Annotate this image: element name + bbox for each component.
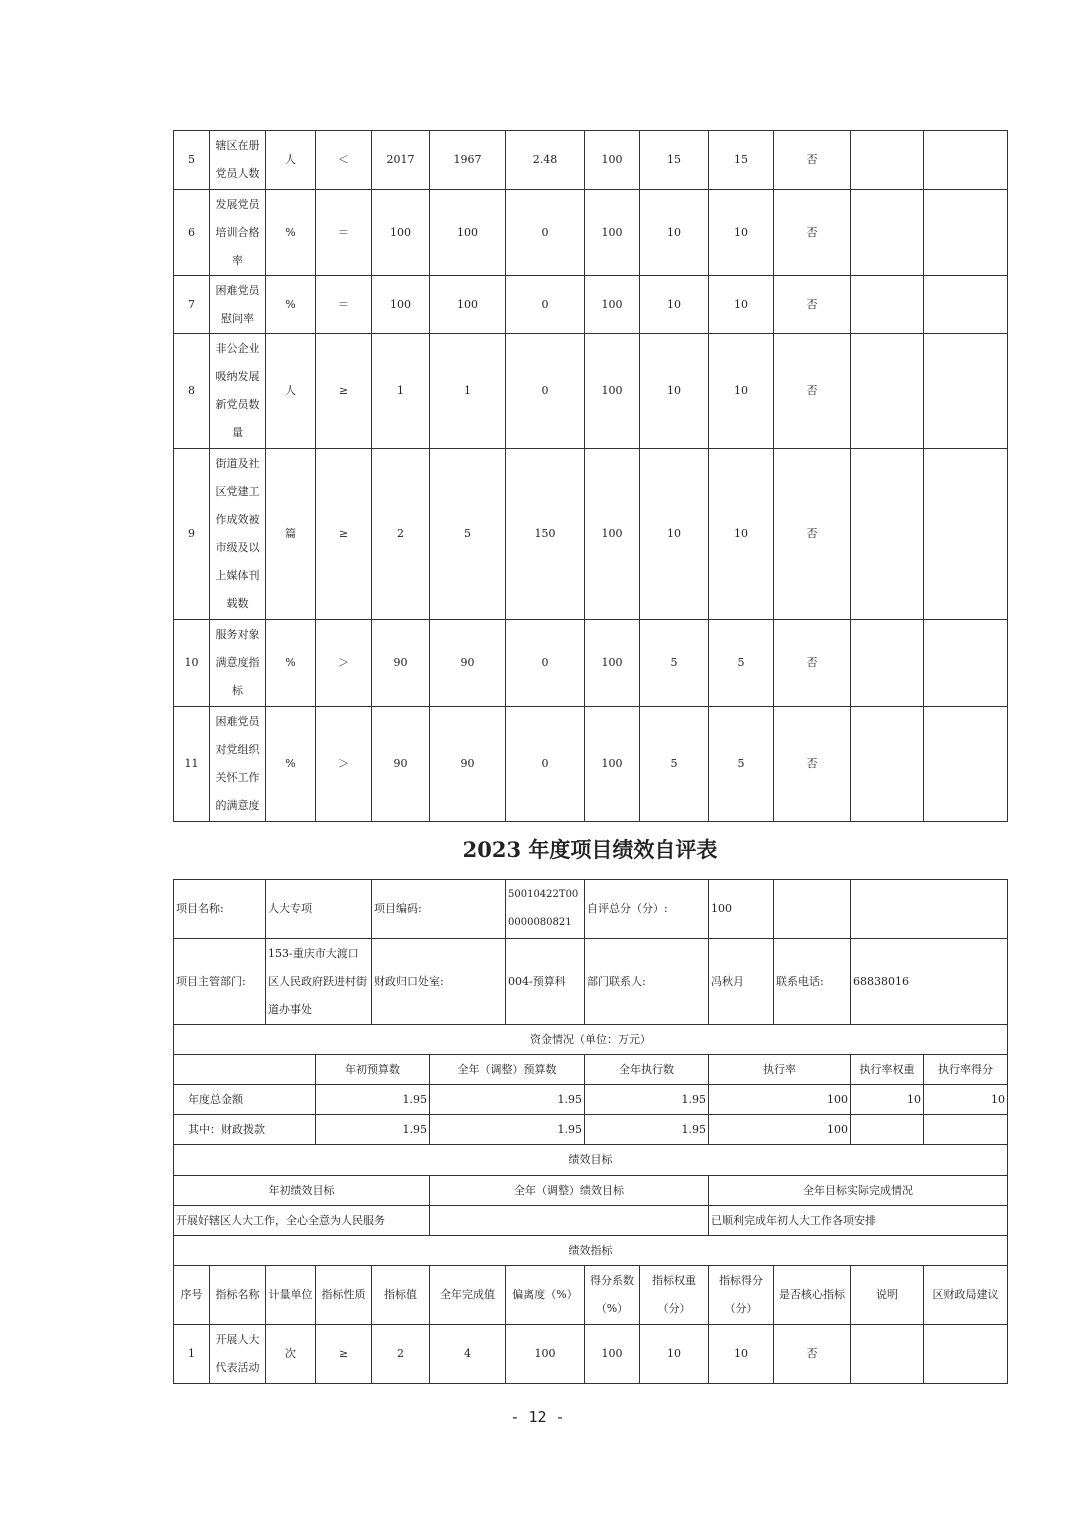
indicator-name: 辖区在册党员人数 (210, 131, 266, 190)
indicator-no: 8 (174, 334, 210, 449)
indicator-unit: 人 (266, 334, 316, 449)
funds-header-row (174, 1025, 1008, 1055)
indicator-no: 11 (174, 707, 210, 822)
funds-columns-row (174, 1055, 1008, 1085)
indicator-core: 否 (774, 276, 851, 334)
indicator-unit: 人 (266, 131, 316, 190)
indicator-suggestion (924, 190, 1008, 276)
indicator-actual: 1 (430, 334, 506, 449)
project-name-value: 人大专项 (266, 880, 372, 939)
indicator-deviation: 150 (506, 449, 585, 620)
funds-header: 资金情况（单位：万元） (174, 1025, 1008, 1055)
indicator-weight: 10 (640, 276, 709, 334)
indicator-name: 服务对象满意度指标 (210, 620, 266, 707)
funds-row-label: 年度总金额 (174, 1085, 316, 1115)
indicator-col-header: 指标名称 (210, 1266, 266, 1325)
funds-col-header: 执行率得分 (924, 1055, 1008, 1085)
indicator-coef: 100 (585, 276, 640, 334)
funds-value: 1.95 (430, 1115, 585, 1145)
upper-indicator-table (173, 130, 1008, 822)
total-score-value: 100 (709, 880, 774, 939)
funds-col-header: 全年执行数 (585, 1055, 709, 1085)
indicator-deviation: 0 (506, 276, 585, 334)
indicator-col-header: 序号 (174, 1266, 210, 1325)
goals-header: 绩效目标 (174, 1145, 1008, 1176)
indicator-note (851, 620, 924, 707)
funds-value (924, 1115, 1008, 1145)
indicator-name: 困难党员对党组织关怀工作的满意度 (210, 707, 266, 822)
indicator-coef: 100 (585, 190, 640, 276)
goals-col-header: 年初绩效目标 (174, 1176, 430, 1206)
indicator-name: 困难党员慰问率 (210, 276, 266, 334)
funds-col-header: 执行率 (709, 1055, 851, 1085)
indicator-note (851, 707, 924, 822)
indicator-unit: % (266, 707, 316, 822)
indicator-col-header: 指标值 (372, 1266, 430, 1325)
indicator-suggestion (924, 131, 1008, 190)
goals-header-row (174, 1145, 1008, 1176)
total-score-label: 自评总分（分）: (585, 880, 709, 939)
indicator-target: 90 (372, 707, 430, 822)
funds-value: 1.95 (316, 1115, 430, 1145)
initial-goal: 开展好辖区人大工作，全心全意为人民服务 (174, 1206, 430, 1236)
indicator-weight: 15 (640, 131, 709, 190)
indicator-score: 5 (709, 620, 774, 707)
indicator-col-header: 区财政局建议 (924, 1266, 1008, 1325)
department-value: 153-重庆市大渡口区人民政府跃进村街道办事处 (266, 939, 372, 1025)
indicator-unit: 篇 (266, 449, 316, 620)
indicator-note (851, 190, 924, 276)
actual-completion: 已顺利完成年初人大工作各项安排 (709, 1206, 1008, 1236)
indicator-deviation: 0 (506, 707, 585, 822)
funds-col-header: 全年（调整）预算数 (430, 1055, 585, 1085)
indicator-suggestion (924, 276, 1008, 334)
indicator-name: 发展党员培训合格率 (210, 190, 266, 276)
indicator-actual: 1967 (430, 131, 506, 190)
funds-value: 1.95 (585, 1115, 709, 1145)
indicator-score: 10 (709, 1325, 774, 1384)
indicator-score: 5 (709, 707, 774, 822)
indicator-score: 15 (709, 131, 774, 190)
contact-label: 部门联系人: (585, 939, 709, 1025)
indicator-col-header: 是否核心指标 (774, 1266, 851, 1325)
indicator-core: 否 (774, 131, 851, 190)
indicator-no: 1 (174, 1325, 210, 1384)
indicator-suggestion (924, 334, 1008, 449)
funds-row-label: 其中：财政拨款 (174, 1115, 316, 1145)
indicator-col-header: 计量单位 (266, 1266, 316, 1325)
indicator-row (174, 620, 1008, 707)
goals-col-header: 全年目标实际完成情况 (709, 1176, 1008, 1206)
indicator-target: 100 (372, 190, 430, 276)
funds-col-header: 年初预算数 (316, 1055, 430, 1085)
indicator-deviation: 0 (506, 334, 585, 449)
indicator-columns-row (174, 1266, 1008, 1325)
blank-cell (774, 880, 851, 939)
indicator-deviation: 2.48 (506, 131, 585, 190)
finance-office-label: 财政归口处室: (372, 939, 506, 1025)
department-info-row (174, 939, 1008, 1025)
indicator-score: 10 (709, 190, 774, 276)
indicator-score: 10 (709, 276, 774, 334)
indicator-core: 否 (774, 707, 851, 822)
phone-value: 68838016 (851, 939, 1008, 1025)
funds-value: 10 (851, 1085, 924, 1115)
indicator-col-header: 指标性质 (316, 1266, 372, 1325)
indicator-coef: 100 (585, 1325, 640, 1384)
indicator-weight: 5 (640, 707, 709, 822)
funds-value (851, 1115, 924, 1145)
indicator-suggestion (924, 620, 1008, 707)
indicator-row (174, 131, 1008, 190)
indicator-suggestion (924, 1325, 1008, 1384)
indicator-actual: 5 (430, 449, 506, 620)
indicator-note (851, 449, 924, 620)
indicator-coef: 100 (585, 449, 640, 620)
indicator-col-header: 指标权重（分） (640, 1266, 709, 1325)
indicators-header-row (174, 1236, 1008, 1266)
project-name-label: 项目名称: (174, 880, 266, 939)
indicator-nature: ≥ (316, 1325, 372, 1384)
funds-value: 10 (924, 1085, 1008, 1115)
indicator-col-header: 说明 (851, 1266, 924, 1325)
goals-col-header: 全年（调整）绩效目标 (430, 1176, 709, 1206)
indicator-no: 6 (174, 190, 210, 276)
indicator-target: 90 (372, 620, 430, 707)
goals-row (174, 1206, 1008, 1236)
indicator-coef: 100 (585, 620, 640, 707)
funds-value: 1.95 (316, 1085, 430, 1115)
indicator-core: 否 (774, 449, 851, 620)
indicator-row (174, 276, 1008, 334)
indicator-nature: ＝ (316, 190, 372, 276)
indicator-nature: ＞ (316, 620, 372, 707)
indicator-col-header: 全年完成值 (430, 1266, 506, 1325)
indicator-target: 2 (372, 1325, 430, 1384)
blank-cell (174, 1055, 316, 1085)
indicator-col-header: 指标得分（分） (709, 1266, 774, 1325)
indicator-note (851, 334, 924, 449)
performance-self-evaluation-form (173, 879, 1008, 1384)
page-number: - 12 - (510, 1408, 565, 1426)
indicator-deviation: 0 (506, 190, 585, 276)
project-info-row (174, 880, 1008, 939)
indicator-weight: 5 (640, 620, 709, 707)
blank-cell (851, 880, 1008, 939)
indicator-target: 1 (372, 334, 430, 449)
indicators-header: 绩效指标 (174, 1236, 1008, 1266)
indicator-actual: 100 (430, 190, 506, 276)
indicator-note (851, 131, 924, 190)
indicator-nature: ＞ (316, 707, 372, 822)
goals-columns-row (174, 1176, 1008, 1206)
indicator-note (851, 1325, 924, 1384)
indicator-no: 10 (174, 620, 210, 707)
indicator-suggestion (924, 449, 1008, 620)
indicator-core: 否 (774, 190, 851, 276)
indicator-nature: ≥ (316, 449, 372, 620)
indicator-no: 9 (174, 449, 210, 620)
indicator-score: 10 (709, 449, 774, 620)
indicator-deviation: 100 (506, 1325, 585, 1384)
indicator-target: 100 (372, 276, 430, 334)
indicator-actual: 4 (430, 1325, 506, 1384)
indicator-unit: 次 (266, 1325, 316, 1384)
indicator-row (174, 707, 1008, 822)
indicator-weight: 10 (640, 449, 709, 620)
adjusted-goal (430, 1206, 709, 1236)
indicator-actual: 100 (430, 276, 506, 334)
indicator-name: 非公企业吸纳发展新党员数量 (210, 334, 266, 449)
indicator-core: 否 (774, 620, 851, 707)
project-code-label: 项目编码: (372, 880, 506, 939)
indicator-no: 7 (174, 276, 210, 334)
indicator-row (174, 449, 1008, 620)
funds-value: 100 (709, 1115, 851, 1145)
funds-col-header: 执行率权重 (851, 1055, 924, 1085)
funds-value: 100 (709, 1085, 851, 1115)
indicator-no: 5 (174, 131, 210, 190)
indicator-unit: % (266, 620, 316, 707)
indicator-weight: 10 (640, 1325, 709, 1384)
form-title: 2023 年度项目绩效自评表 (462, 837, 718, 862)
finance-office-value: 004-预算科 (506, 939, 585, 1025)
indicator-actual: 90 (430, 707, 506, 822)
indicator-unit: % (266, 190, 316, 276)
indicator-weight: 10 (640, 334, 709, 449)
indicator-target: 2017 (372, 131, 430, 190)
indicator-row (174, 334, 1008, 449)
indicator-core: 否 (774, 334, 851, 449)
indicator-actual: 90 (430, 620, 506, 707)
funds-row (174, 1115, 1008, 1145)
indicator-col-header: 得分系数（%） (585, 1266, 640, 1325)
funds-value: 1.95 (585, 1085, 709, 1115)
indicator-score: 10 (709, 334, 774, 449)
indicator-nature: ≥ (316, 334, 372, 449)
project-code-value: 50010422T000000080821 (506, 880, 585, 939)
indicator-name: 开展人大代表活动 (210, 1325, 266, 1384)
indicator-row (174, 1325, 1008, 1384)
funds-row (174, 1085, 1008, 1115)
contact-value: 冯秋月 (709, 939, 774, 1025)
phone-label: 联系电话: (774, 939, 851, 1025)
indicator-coef: 100 (585, 707, 640, 822)
indicator-target: 2 (372, 449, 430, 620)
indicator-weight: 10 (640, 190, 709, 276)
indicator-coef: 100 (585, 334, 640, 449)
indicator-suggestion (924, 707, 1008, 822)
indicator-note (851, 276, 924, 334)
indicator-core: 否 (774, 1325, 851, 1384)
department-label: 项目主管部门: (174, 939, 266, 1025)
indicator-nature: ＝ (316, 276, 372, 334)
indicator-unit: % (266, 276, 316, 334)
indicator-col-header: 偏离度（%） (506, 1266, 585, 1325)
indicator-name: 街道及社区党建工作成效被市级及以上媒体刊载数 (210, 449, 266, 620)
indicator-row (174, 190, 1008, 276)
indicator-coef: 100 (585, 131, 640, 190)
indicator-nature: ＜ (316, 131, 372, 190)
funds-value: 1.95 (430, 1085, 585, 1115)
indicator-deviation: 0 (506, 620, 585, 707)
